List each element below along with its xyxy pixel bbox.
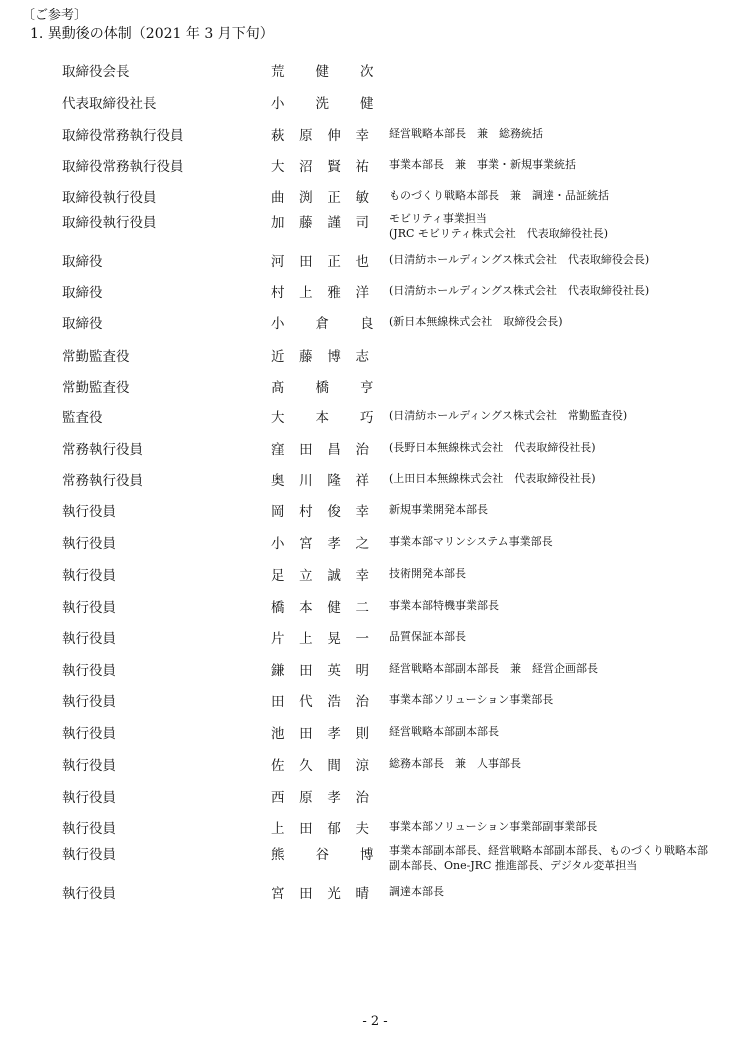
name-char: 雅 xyxy=(327,285,341,301)
officer-name xyxy=(271,345,369,365)
name-char: 昌 xyxy=(327,442,341,458)
officer-title: 取締役常務執行役員 xyxy=(62,159,184,175)
officer-title: 執行役員 xyxy=(62,726,116,742)
officer-responsibility xyxy=(389,843,708,873)
responsibility-line: 新規事業開発本部長 xyxy=(389,503,488,516)
name-char: 孝 xyxy=(327,726,341,742)
name-char: 巧 xyxy=(360,410,374,426)
officer-responsibility xyxy=(389,566,466,581)
officer-name xyxy=(271,406,374,426)
name-char: 岡 xyxy=(271,504,285,520)
responsibility-line: (上田日本無線株式会社 代表取締役社長) xyxy=(389,472,596,485)
name-char: 俊 xyxy=(327,504,341,520)
officer-name xyxy=(271,211,369,231)
responsibility-line: (新日本無線株式会社 取締役会長) xyxy=(389,315,563,328)
officer-title: 常勤監査役 xyxy=(62,380,130,396)
responsibility-line: 経営戦略本部副本部長 xyxy=(389,725,499,738)
officer-name xyxy=(271,250,369,270)
name-char: 涼 xyxy=(355,758,369,774)
name-char: 健 xyxy=(327,600,341,616)
officer-name xyxy=(271,786,369,806)
responsibility-line: モビリティ事業担当 xyxy=(389,212,487,225)
name-char: 隆 xyxy=(327,473,341,489)
responsibility-line: 経営戦略本部副本部長 兼 経営企画部長 xyxy=(389,662,598,675)
name-char: 也 xyxy=(355,254,369,270)
name-char: 池 xyxy=(271,726,285,742)
name-char: 晴 xyxy=(355,886,369,902)
name-char: 立 xyxy=(299,568,313,584)
responsibility-line: (長野日本無線株式会社 代表取締役社長) xyxy=(389,441,596,454)
name-char: 原 xyxy=(299,128,313,144)
name-char: 博 xyxy=(360,847,374,863)
officer-responsibility xyxy=(389,884,444,899)
name-char: 原 xyxy=(299,790,313,806)
name-char: 良 xyxy=(360,316,374,332)
officer-responsibility xyxy=(389,126,543,141)
officer-title: 執行役員 xyxy=(62,631,116,647)
officer-name xyxy=(271,281,369,301)
name-char: 渕 xyxy=(299,190,313,206)
name-char: 橋 xyxy=(271,600,285,616)
name-char: 亨 xyxy=(360,380,374,396)
officer-title: 執行役員 xyxy=(62,536,116,552)
name-char: 敏 xyxy=(355,190,369,206)
name-char: 正 xyxy=(327,190,341,206)
name-char: 則 xyxy=(355,726,369,742)
name-char: 健 xyxy=(315,64,329,80)
name-char: 洋 xyxy=(355,285,369,301)
name-char: 次 xyxy=(360,64,374,80)
officer-name xyxy=(271,532,369,552)
officer-name xyxy=(271,186,369,206)
name-char: 大 xyxy=(271,410,285,426)
name-char: 鎌 xyxy=(271,663,285,679)
name-char: 英 xyxy=(327,663,341,679)
officer-title: 取締役執行役員 xyxy=(62,190,157,206)
officer-responsibility xyxy=(389,534,553,549)
responsibility-line: 技術開発本部長 xyxy=(389,567,466,580)
name-char: 谷 xyxy=(315,847,329,863)
name-char: 田 xyxy=(299,886,313,902)
name-char: 上 xyxy=(271,821,285,837)
officer-title: 執行役員 xyxy=(62,847,116,863)
name-char: 川 xyxy=(299,473,313,489)
officer-responsibility xyxy=(389,440,596,455)
officer-name xyxy=(271,627,369,647)
name-char: 田 xyxy=(299,254,313,270)
officer-title: 取締役 xyxy=(62,285,103,301)
responsibility-line: 事業本部特機事業部長 xyxy=(389,599,499,612)
officer-title: 取締役 xyxy=(62,254,103,270)
officer-name xyxy=(271,500,369,520)
name-char: 藤 xyxy=(299,215,313,231)
officer-name xyxy=(271,882,369,902)
name-char: 田 xyxy=(299,663,313,679)
officer-title: 常務執行役員 xyxy=(62,473,143,489)
name-char: 郁 xyxy=(327,821,341,837)
name-char: 小 xyxy=(271,96,285,112)
name-char: 孝 xyxy=(327,790,341,806)
officer-name xyxy=(271,124,369,144)
name-char: 田 xyxy=(271,694,285,710)
responsibility-line: 副本部長、One-JRC 推進部長、デジタル変革担当 xyxy=(389,859,638,872)
name-char: 幸 xyxy=(355,568,369,584)
name-char: 加 xyxy=(271,215,285,231)
name-char: 幸 xyxy=(355,128,369,144)
name-char: 明 xyxy=(355,663,369,679)
officer-title: 執行役員 xyxy=(62,886,116,902)
responsibility-line: (日清紡ホールディングス株式会社 常勤監査役) xyxy=(389,409,628,422)
officer-title: 執行役員 xyxy=(62,663,116,679)
name-char: 伸 xyxy=(327,128,341,144)
officer-name xyxy=(271,754,369,774)
responsibility-line: 経営戦略本部長 兼 総務統括 xyxy=(389,127,543,140)
officer-name xyxy=(271,155,369,175)
name-char: 夫 xyxy=(355,821,369,837)
responsibility-line: ものづくり戦略本部長 兼 調達・品証統括 xyxy=(389,189,609,202)
officer-responsibility xyxy=(389,819,597,834)
responsibility-line: 事業本部ソリューション事業部長 xyxy=(389,693,554,706)
officer-responsibility xyxy=(389,211,608,241)
officer-name xyxy=(271,92,374,112)
name-char: 上 xyxy=(299,631,313,647)
name-char: 司 xyxy=(355,215,369,231)
officer-title: 執行役員 xyxy=(62,600,116,616)
name-char: 久 xyxy=(299,758,313,774)
name-char: 晃 xyxy=(327,631,341,647)
name-char: 沼 xyxy=(299,159,313,175)
officer-name xyxy=(271,312,374,332)
name-char: 曲 xyxy=(271,190,285,206)
officer-name xyxy=(271,817,369,837)
name-char: 宮 xyxy=(299,536,313,552)
responsibility-line: 事業本部長 兼 事業・新規事業統括 xyxy=(389,158,576,171)
name-char: 孝 xyxy=(327,536,341,552)
officer-name xyxy=(271,843,374,863)
officer-responsibility xyxy=(389,157,576,172)
officer-name xyxy=(271,469,369,489)
officer-responsibility xyxy=(389,598,499,613)
name-char: 大 xyxy=(271,159,285,175)
officer-title: 常勤監査役 xyxy=(62,349,130,365)
officer-title: 取締役会長 xyxy=(62,64,130,80)
officer-name xyxy=(271,722,369,742)
name-char: 誠 xyxy=(327,568,341,584)
name-char: 橋 xyxy=(315,380,329,396)
name-char: 西 xyxy=(271,790,285,806)
name-char: 健 xyxy=(360,96,374,112)
name-char: 荒 xyxy=(271,64,285,80)
officer-responsibility xyxy=(389,408,627,423)
name-char: 田 xyxy=(299,821,313,837)
name-char: 治 xyxy=(355,442,369,458)
name-char: 髙 xyxy=(271,380,285,396)
officer-title: 取締役執行役員 xyxy=(62,215,157,231)
officer-responsibility xyxy=(389,724,499,739)
section-heading: 1. 異動後の体制（2021 年 3 月下旬） xyxy=(30,26,274,42)
name-char: 洗 xyxy=(315,96,329,112)
officer-title: 執行役員 xyxy=(62,790,116,806)
name-char: 河 xyxy=(271,254,285,270)
name-char: 謹 xyxy=(327,215,341,231)
name-char: 田 xyxy=(299,442,313,458)
officer-name xyxy=(271,376,374,396)
responsibility-line: (日清紡ホールディングス株式会社 代表取締役社長) xyxy=(389,284,650,297)
name-char: 賢 xyxy=(327,159,341,175)
name-char: 熊 xyxy=(271,847,285,863)
officer-title: 執行役員 xyxy=(62,504,116,520)
name-char: 光 xyxy=(327,886,341,902)
name-char: 藤 xyxy=(299,349,313,365)
name-char: 田 xyxy=(299,726,313,742)
responsibility-line: 調達本部長 xyxy=(389,885,444,898)
name-char: 上 xyxy=(299,285,313,301)
officer-responsibility xyxy=(389,252,649,267)
name-char: 間 xyxy=(327,758,341,774)
responsibility-line: 事業本部副本部長、経営戦略本部副本部長、ものづくり戦略本部 xyxy=(389,844,708,857)
name-char: 小 xyxy=(271,536,285,552)
name-char: 近 xyxy=(271,349,285,365)
name-char: 祥 xyxy=(355,473,369,489)
name-char: 窪 xyxy=(271,442,285,458)
name-char: 足 xyxy=(271,568,285,584)
officer-name xyxy=(271,659,369,679)
officer-name xyxy=(271,438,369,458)
name-char: 奥 xyxy=(271,473,285,489)
responsibility-line: 事業本部ソリューション事業部副事業部長 xyxy=(389,820,598,833)
name-char: 浩 xyxy=(327,694,341,710)
officer-name xyxy=(271,564,369,584)
officer-responsibility xyxy=(389,756,521,771)
officer-responsibility xyxy=(389,314,563,329)
name-char: 片 xyxy=(271,631,285,647)
name-char: 幸 xyxy=(355,504,369,520)
name-char: 萩 xyxy=(271,128,285,144)
name-char: 博 xyxy=(327,349,341,365)
officer-responsibility xyxy=(389,692,553,707)
responsibility-line: (JRC モビリティ株式会社 代表取締役社長) xyxy=(389,227,609,240)
officer-title: 取締役 xyxy=(62,316,103,332)
officer-responsibility xyxy=(389,188,609,203)
officer-name xyxy=(271,60,374,80)
officer-responsibility xyxy=(389,661,598,676)
name-char: 本 xyxy=(299,600,313,616)
officer-title: 代表取締役社長 xyxy=(62,96,157,112)
officer-responsibility xyxy=(389,629,466,644)
name-char: 治 xyxy=(355,694,369,710)
responsibility-line: 事業本部マリンシステム事業部長 xyxy=(389,535,553,548)
officer-title: 常務執行役員 xyxy=(62,442,143,458)
name-char: 村 xyxy=(271,285,285,301)
name-char: 之 xyxy=(355,536,369,552)
name-char: 小 xyxy=(271,316,285,332)
name-char: 治 xyxy=(355,790,369,806)
officer-title: 執行役員 xyxy=(62,568,116,584)
officer-responsibility xyxy=(389,471,596,486)
officer-responsibility xyxy=(389,283,649,298)
officer-responsibility xyxy=(389,502,488,517)
officer-title: 執行役員 xyxy=(62,758,116,774)
responsibility-line: 品質保証本部長 xyxy=(389,630,466,643)
name-char: 祐 xyxy=(355,159,369,175)
name-char: 志 xyxy=(355,349,369,365)
name-char: 代 xyxy=(299,694,313,710)
name-char: 村 xyxy=(299,504,313,520)
officer-title: 監査役 xyxy=(62,410,103,426)
reference-note: 〔ご参考〕 xyxy=(22,8,88,23)
officer-name xyxy=(271,596,369,616)
officer-name xyxy=(271,690,369,710)
name-char: 倉 xyxy=(315,316,329,332)
officer-title: 取締役常務執行役員 xyxy=(62,128,184,144)
officer-title: 執行役員 xyxy=(62,694,116,710)
name-char: 宮 xyxy=(271,886,285,902)
name-char: 一 xyxy=(355,631,369,647)
officer-title: 執行役員 xyxy=(62,821,116,837)
responsibility-line: 総務本部長 兼 人事部長 xyxy=(389,757,521,770)
name-char: 本 xyxy=(315,410,329,426)
name-char: 二 xyxy=(355,600,369,616)
responsibility-line: (日清紡ホールディングス株式会社 代表取締役会長) xyxy=(389,253,650,266)
page-number: - 2 - xyxy=(362,1014,388,1029)
name-char: 正 xyxy=(327,254,341,270)
name-char: 佐 xyxy=(271,758,285,774)
